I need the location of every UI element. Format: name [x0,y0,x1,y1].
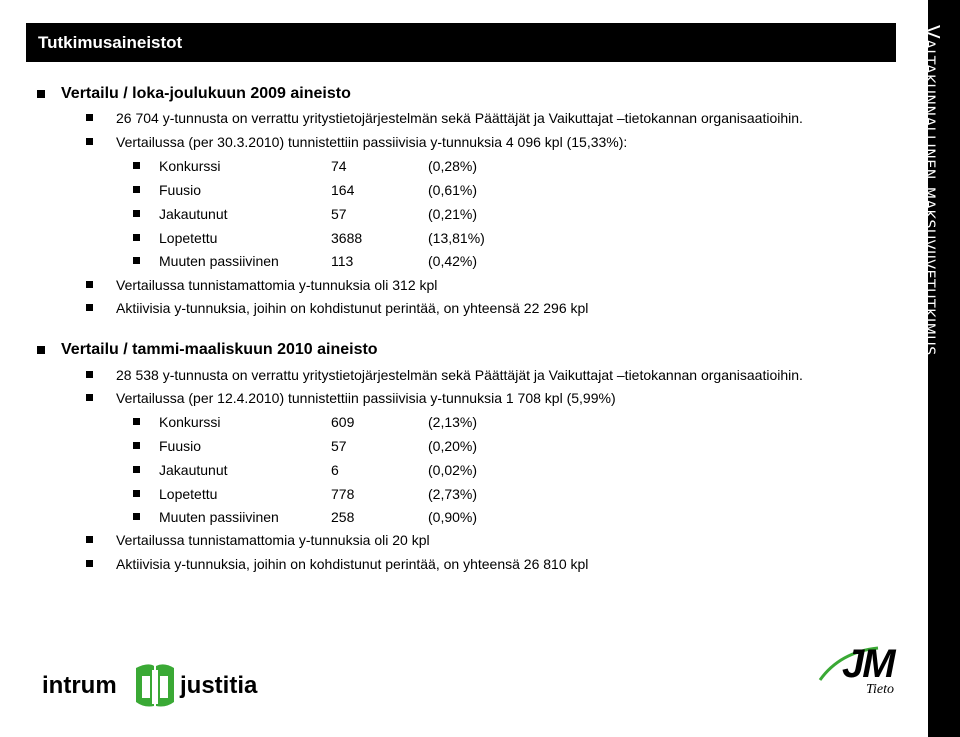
bullet-icon [86,138,93,145]
bullet-icon [133,442,140,449]
logo-sub-tieto: Tieto [866,682,895,697]
bullet-icon [133,257,140,264]
logo-emblem-icon [132,662,178,710]
logo-mark-jm: JM [842,642,894,686]
section-heading: Vertailu / loka-joulukuun 2009 aineisto [61,85,351,103]
list-item: Aktiivisia y-tunnuksia, joihin on kohdistunut perintää, on yhteensä 26 810 kpl [116,556,588,572]
table-row: Fuusio 57 (0,20%) [159,438,201,454]
bullet-icon [37,346,45,354]
bullet-icon [133,490,140,497]
table-row: Fuusio 164 (0,61%) [159,182,201,198]
table-row: Konkurssi 74 (0,28%) [159,158,220,174]
table-row: Lopetettu 3688 (13,81%) [159,230,217,246]
bullet-icon [133,234,140,241]
table-row: Jakautunut 6 (0,02%) [159,462,228,478]
list-item: Vertailussa tunnistamattomia y-tunnuksia oli 312 kpl [116,277,437,293]
side-band [920,0,960,737]
bullet-icon [86,560,93,567]
bullet-icon [133,418,140,425]
bullet-icon [133,513,140,520]
bullet-icon [37,90,45,98]
jm-tieto-logo [818,640,918,702]
logo-word-intrum: intrum [42,672,117,699]
bullet-icon [86,114,93,121]
list-item: Vertailussa (per 30.3.2010) tunnistettiin passiivisia y-tunnuksia 4 096 kpl (15,33%): [116,134,627,150]
list-item: Aktiivisia y-tunnuksia, joihin on kohdistunut perintää, on yhteensä 22 296 kpl [116,300,588,316]
section-heading: Vertailu / tammi-maaliskuun 2010 aineisto [61,341,378,359]
page-title: Tutkimusaineistot [38,33,183,52]
vertical-title: Valtakunnallinen maksuviivetutkimus [920,25,944,356]
bullet-icon [133,162,140,169]
table-row: Konkurssi 609 (2,13%) [159,414,220,430]
bullet-icon [133,186,140,193]
bullet-icon [86,371,93,378]
bullet-icon [86,281,93,288]
bullet-icon [86,536,93,543]
table-row: Lopetettu 778 (2,73%) [159,486,217,502]
title-bar [26,23,896,62]
list-item: Vertailussa (per 12.4.2010) tunnistettiin passiivisia y-tunnuksia 1 708 kpl (5,99%) [116,390,616,406]
bullet-icon [86,304,93,311]
list-item: 28 538 y-tunnusta on verrattu yritystietojärjestelmän sekä Päättäjät ja Vaikuttajat –tietokannan organisaatioihin. [116,367,803,383]
bullet-icon [133,466,140,473]
table-row: Muuten passiivinen 113 (0,42%) [159,253,279,269]
bullet-icon [133,210,140,217]
list-item: 26 704 y-tunnusta on verrattu yritystietojärjestelmän sekä Päättäjät ja Vaikuttajat –tietokannan organisaatioihin. [116,110,803,126]
bullet-icon [86,394,93,401]
list-item: Vertailussa tunnistamattomia y-tunnuksia oli 20 kpl [116,532,430,548]
logo-word-justitia: justitia [180,672,258,699]
table-row: Muuten passiivinen 258 (0,90%) [159,509,279,525]
table-row: Jakautunut 57 (0,21%) [159,206,228,222]
intrum-justitia-logo [42,662,264,710]
